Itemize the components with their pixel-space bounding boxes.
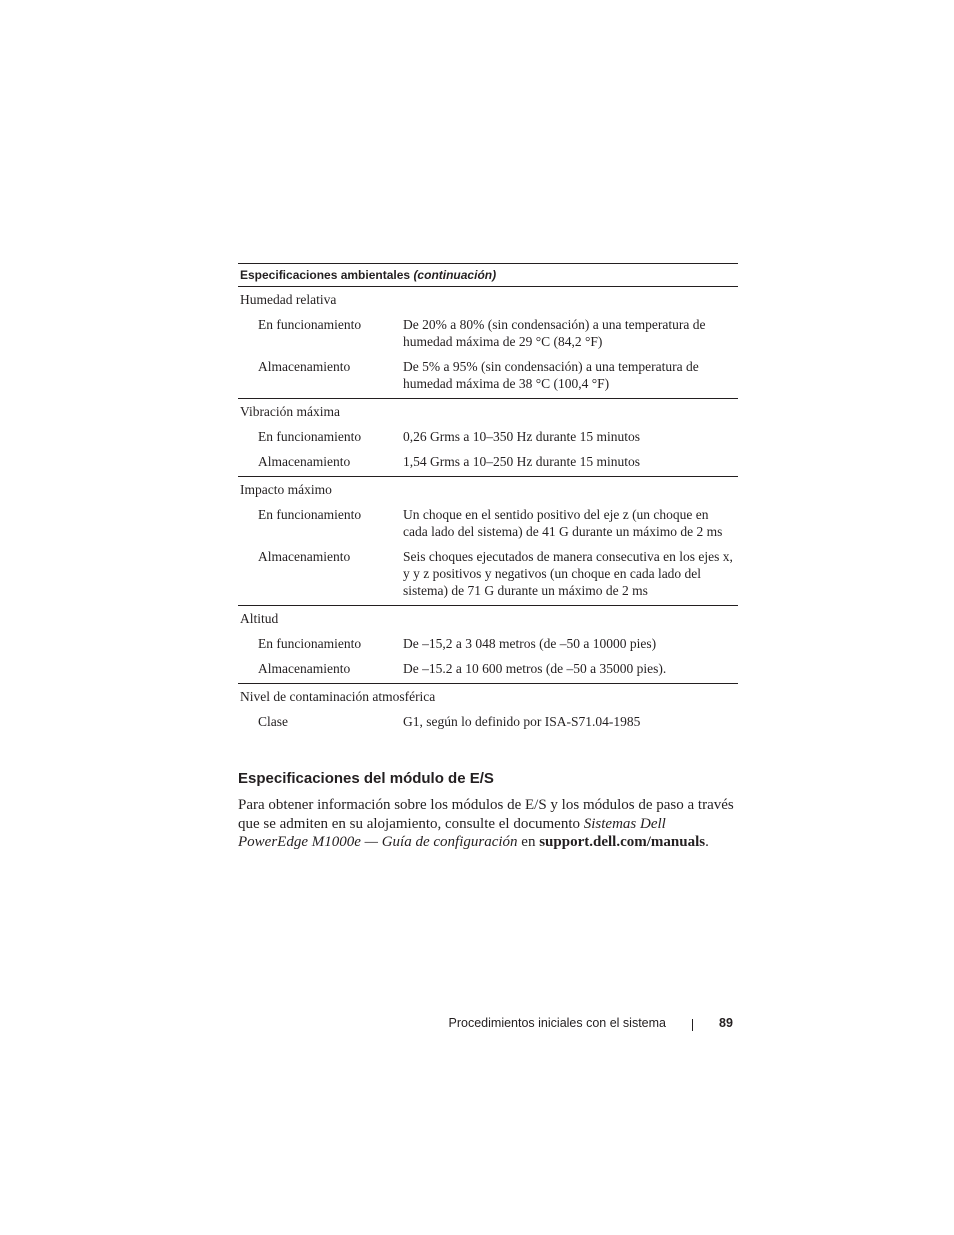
row-value: De –15,2 a 3 048 metros (de –50 a 10000 pies)	[403, 636, 657, 651]
row-value: Seis choques ejecutados de manera consecutiva en los ejes x, y y z positivos y negativos (un choque en cada lado del sistema) de 71 G durante un máximo de 2 ms	[403, 549, 733, 598]
row-value: Un choque en el sentido positivo del eje z (un choque en cada lado del sistema) de 41 G durante un máximo de 2 ms	[403, 507, 723, 539]
spec-group-vibration	[238, 399, 738, 477]
row-value: De –15.2 a 10 600 metros (de –50 a 35000 pies).	[403, 661, 667, 676]
manuals-url: support.dell.com/manuals	[539, 834, 706, 850]
row-label: Almacenamiento	[258, 454, 351, 469]
row-label: Almacenamiento	[258, 549, 351, 564]
environmental-spec-table	[238, 263, 738, 736]
table-row	[238, 453, 738, 470]
table-row	[238, 428, 738, 445]
table-row	[238, 635, 738, 652]
document-title: Sistemas Dell PowerEdge M1000e — Guía de configuración	[238, 815, 666, 850]
footer-divider	[692, 1019, 693, 1031]
row-label: En funcionamiento	[258, 429, 362, 444]
row-label: En funcionamiento	[258, 317, 362, 332]
paragraph-text: Para obtener información sobre los módulos de E/S y los módulos de paso a través que se admiten en su alojamiento, consulte el documento	[238, 797, 734, 832]
footer-chapter-title: Procedimientos iniciales con el sistema	[448, 1016, 666, 1030]
row-value: De 5% a 95% (sin condensación) a una temperatura de humedad máxima de 38 °C (100,4 °F)	[403, 359, 699, 391]
section-heading: Especificaciones del módulo de E/S	[238, 770, 494, 787]
spec-group-altitude	[238, 606, 738, 684]
row-value: 1,54 Grms a 10–250 Hz durante 15 minutos	[403, 454, 640, 469]
spec-group-contamination	[238, 684, 738, 736]
group-title: Impacto máximo	[240, 482, 332, 497]
table-row	[238, 358, 738, 392]
table-title-continuation: (continuación)	[413, 268, 497, 282]
row-value: G1, según lo definido por ISA-S71.04-1985	[403, 714, 641, 729]
page-footer	[0, 1015, 954, 1035]
table-row	[238, 506, 738, 540]
table-row	[238, 660, 738, 677]
row-label: En funcionamiento	[258, 636, 362, 651]
page-number: 89	[719, 1016, 733, 1030]
group-title: Nivel de contaminación atmosférica	[240, 689, 436, 704]
paragraph-text: .	[705, 834, 709, 850]
table-row	[238, 548, 738, 599]
row-value: 0,26 Grms a 10–350 Hz durante 15 minutos	[403, 429, 640, 444]
row-label: Almacenamiento	[258, 359, 351, 374]
spec-group-shock	[238, 477, 738, 606]
group-title: Altitud	[240, 611, 279, 626]
table-row	[238, 713, 738, 730]
group-title: Humedad relativa	[240, 292, 337, 307]
row-label: Clase	[258, 714, 288, 729]
table-row	[238, 316, 738, 350]
group-title: Vibración máxima	[240, 404, 341, 419]
table-header	[238, 263, 738, 287]
row-value: De 20% a 80% (sin condensación) a una temperatura de humedad máxima de 29 °C (84,2 °F)	[403, 317, 706, 349]
section-paragraph	[238, 796, 738, 852]
spec-group-humidity	[238, 287, 738, 399]
table-title: Especificaciones ambientales	[240, 268, 411, 282]
row-label: En funcionamiento	[258, 507, 362, 522]
paragraph-text: en	[517, 834, 540, 850]
row-label: Almacenamiento	[258, 661, 351, 676]
